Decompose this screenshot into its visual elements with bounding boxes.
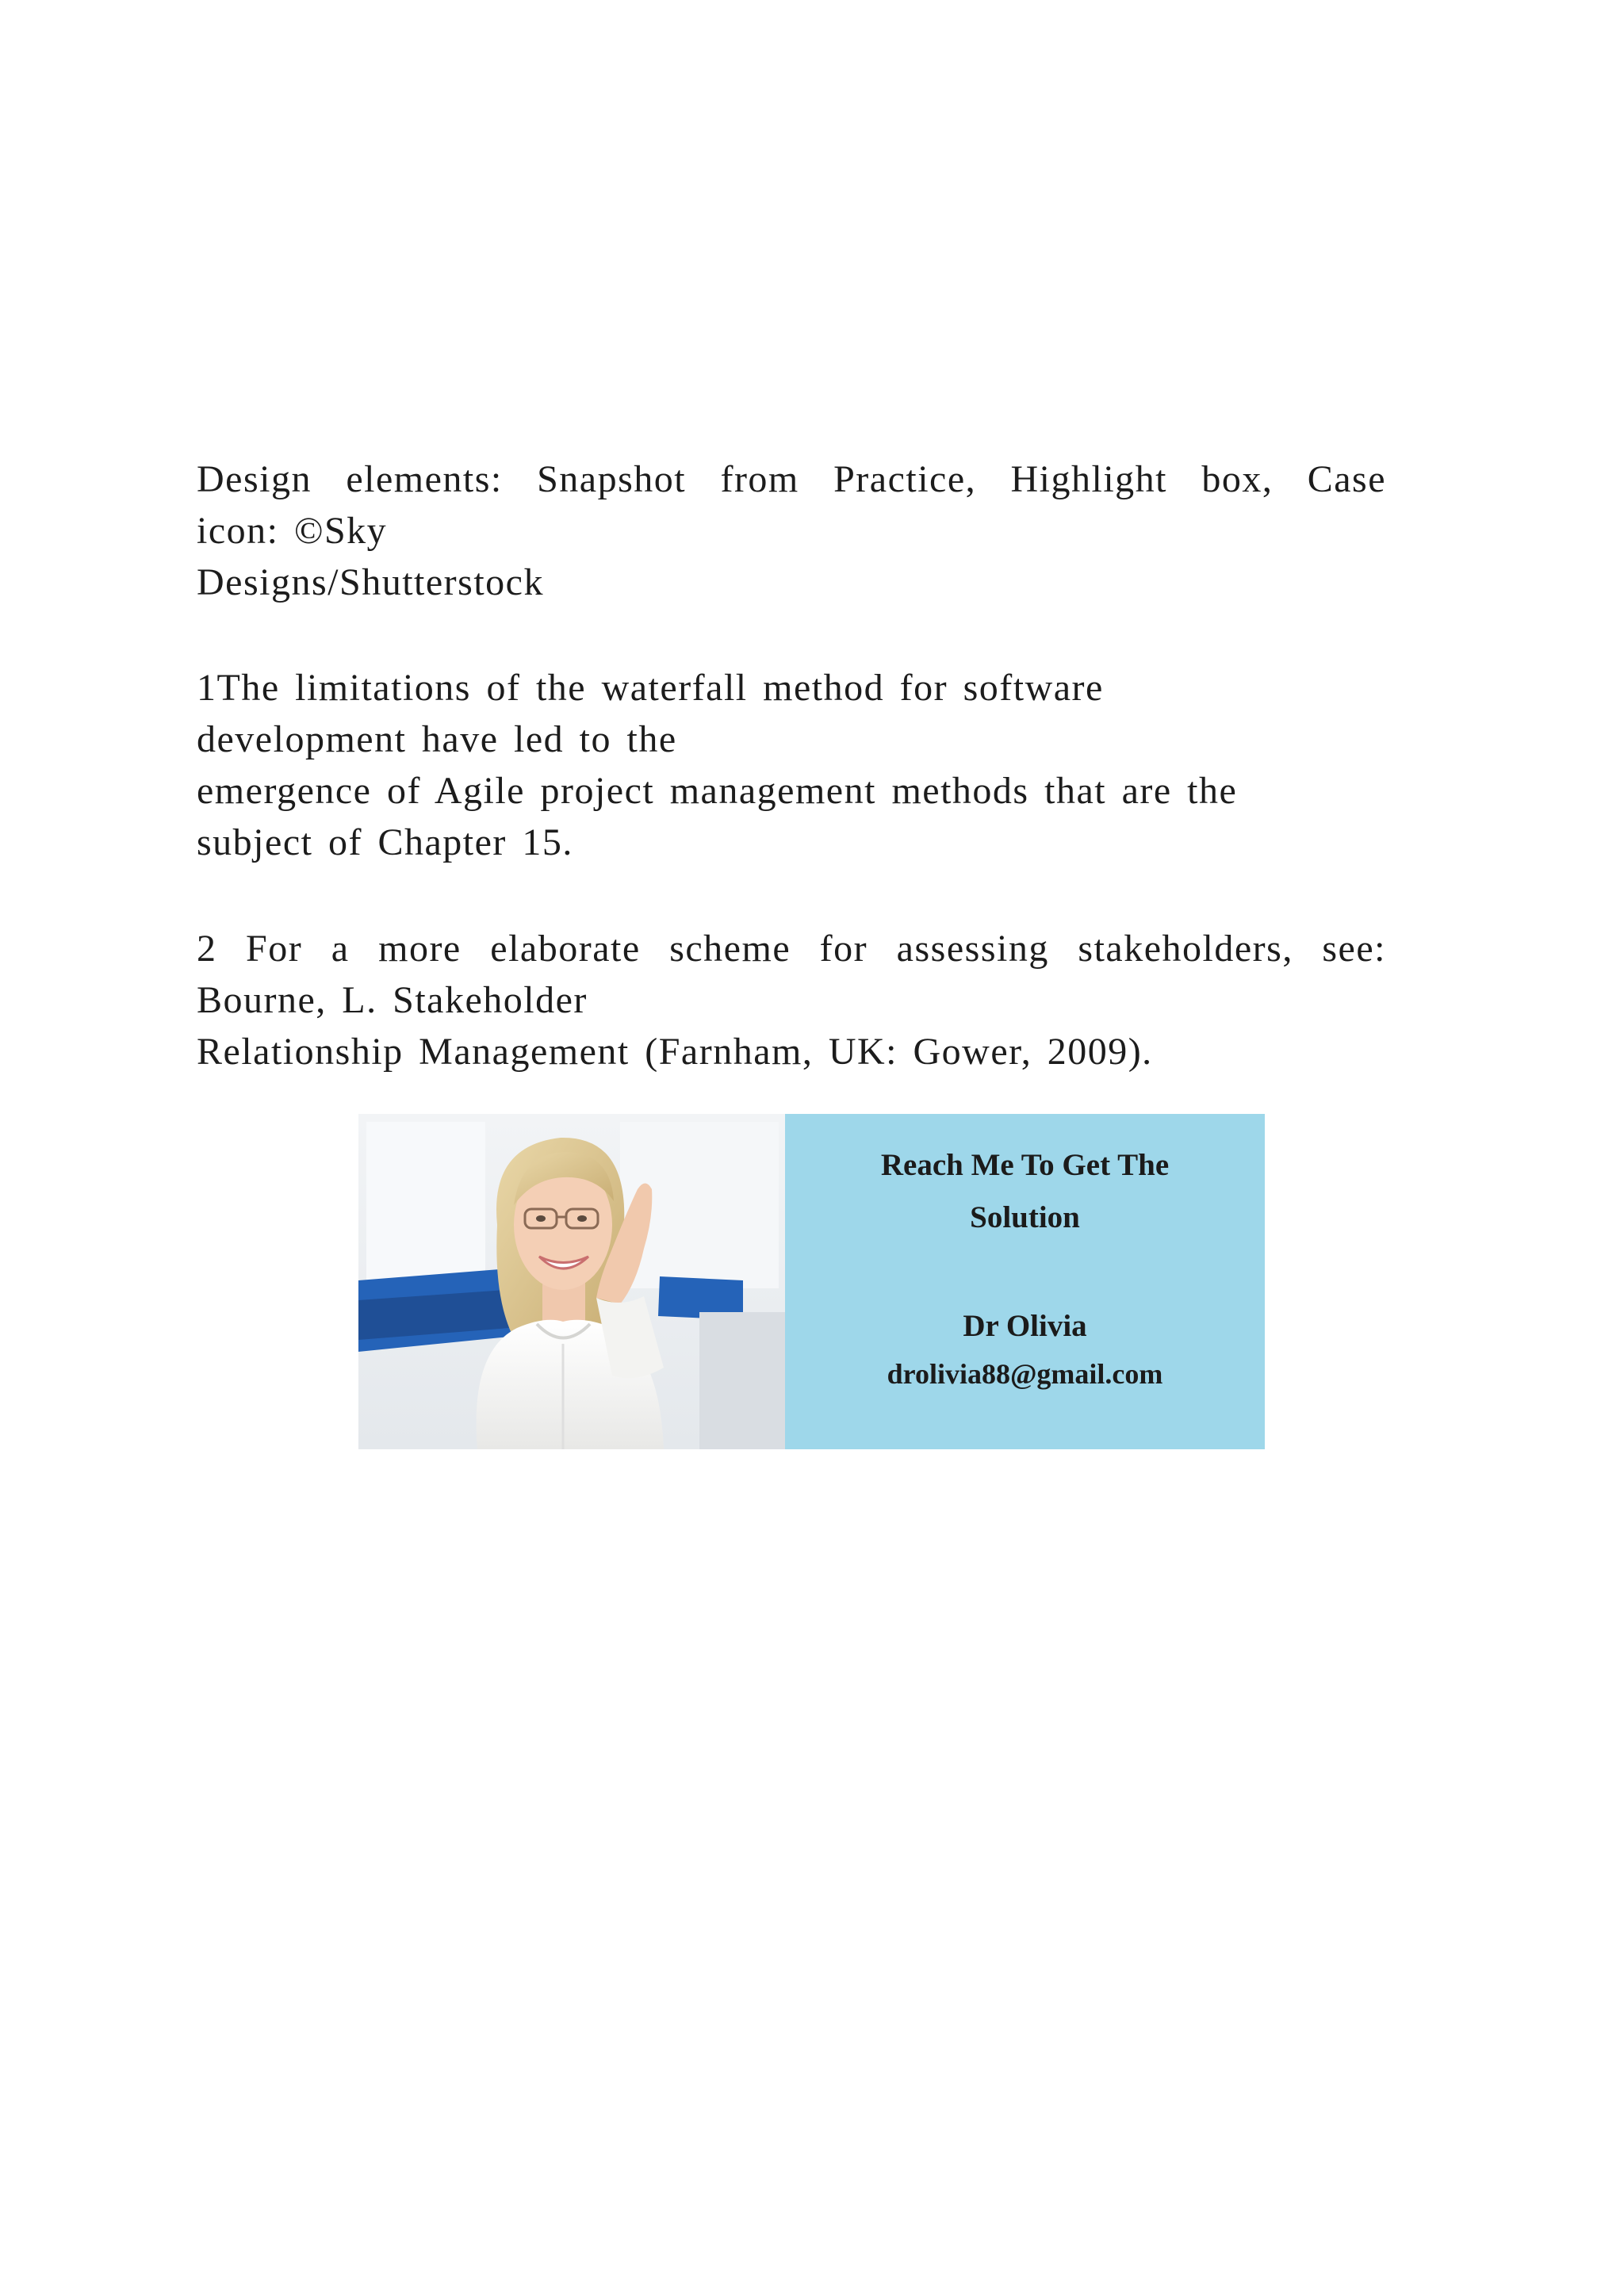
contact-name: Dr Olivia [963, 1309, 1087, 1343]
text-line: emergence of Agile project management methods that are the [197, 770, 1238, 812]
text-line: subject of Chapter 15. [197, 821, 573, 863]
headline-line: Solution [970, 1200, 1080, 1234]
contact-banner [358, 1114, 1265, 1449]
woman-portrait-image [358, 1114, 785, 1449]
footnote-design-elements [197, 453, 1386, 608]
portrait-photo [358, 1114, 785, 1449]
banner-headline [785, 1139, 1265, 1244]
text-line: development have led to the [197, 718, 677, 760]
text-line: Relationship Management (Farnham, UK: Gower, 2009). [197, 1031, 1153, 1073]
contact-email: drolivia88@gmail.com [887, 1358, 1163, 1390]
text-line: Design elements: Snapshot from Practice, Highlight box, Case [197, 458, 1386, 500]
headline-line: Reach Me To Get The [880, 1148, 1170, 1182]
contact-info-panel [785, 1114, 1265, 1449]
text-line: icon: ©Sky [197, 510, 388, 552]
text-line: 1The limitations of the waterfall method for software [197, 667, 1104, 709]
text-line: Bourne, L. Stakeholder [197, 979, 588, 1021]
text-line: 2 For a more elaborate scheme for assessing stakeholders, see: [197, 928, 1386, 970]
text-line: Designs/Shutterstock [197, 561, 544, 603]
footnote-1 [197, 662, 1386, 868]
footnote-2 [197, 923, 1386, 1077]
